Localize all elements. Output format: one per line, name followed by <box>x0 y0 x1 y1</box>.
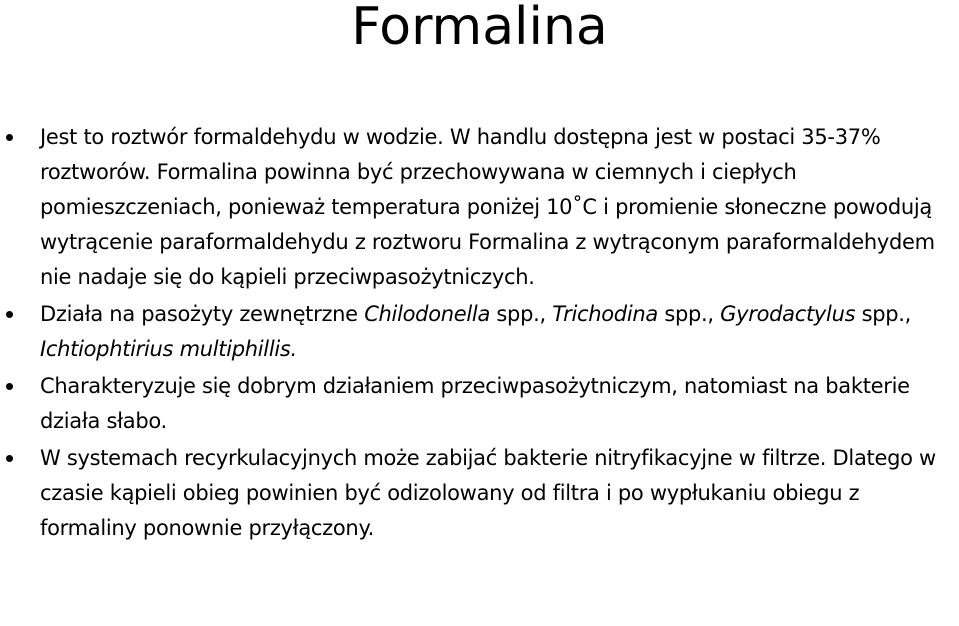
bullet-dot-icon <box>6 455 13 462</box>
separator: spp., <box>657 302 721 326</box>
slide-title: Formalina <box>351 0 608 57</box>
separator: spp., <box>855 302 912 326</box>
bullet-formalin-definition <box>0 120 959 295</box>
bullet-list <box>0 120 959 546</box>
bullet-text: Charakteryzuje się dobrym działaniem przeciwpasożytniczym, natomiast na bakterie działa słabo. <box>40 374 910 433</box>
bullet-dot-icon <box>6 134 13 141</box>
genus-trichodina: Trichodina <box>552 302 658 326</box>
bullet-text-prefix: Działa na pasożyty zewnętrzne <box>40 302 365 326</box>
bullet-recirculating-systems <box>0 441 959 546</box>
bullet-text: W systemach recyrkulacyjnych może zabijać bakterie nitryfikacyjne w filtrze. Dlatego w czasie kąpieli obieg powinien być odizolowany od filtra i po wypłukaniu obiegu z formaliny ponownie przyłączony. <box>40 446 936 540</box>
bullet-dot-icon <box>6 383 13 390</box>
genus-gyrodactylus: Gyrodactylus <box>720 302 856 326</box>
bullet-text: Jest to roztwór formaldehydu w wodzie. W handlu dostępna jest w postaci 35-37% roztworów. Formalina powinna być przechowywana w ciemnych i ciepłych pomieszczeniach, ponieważ temperatura poniżej 10˚C i promienie słoneczne powodują wytrącenie paraformaldehydu z roztworu Formalina z wytrąconym paraformaldehydem nie nadaje się do kąpieli przeciwpasożytniczych. <box>40 125 935 289</box>
genus-chilodonella: Chilodonella <box>364 302 491 326</box>
species-ichtiophtirius: Ichtiophtirius multiphillis. <box>40 337 297 361</box>
bullet-parasites <box>0 297 959 367</box>
bullet-antiparasitic-action <box>0 369 959 439</box>
separator: spp., <box>490 302 553 326</box>
bullet-dot-icon <box>6 311 13 318</box>
